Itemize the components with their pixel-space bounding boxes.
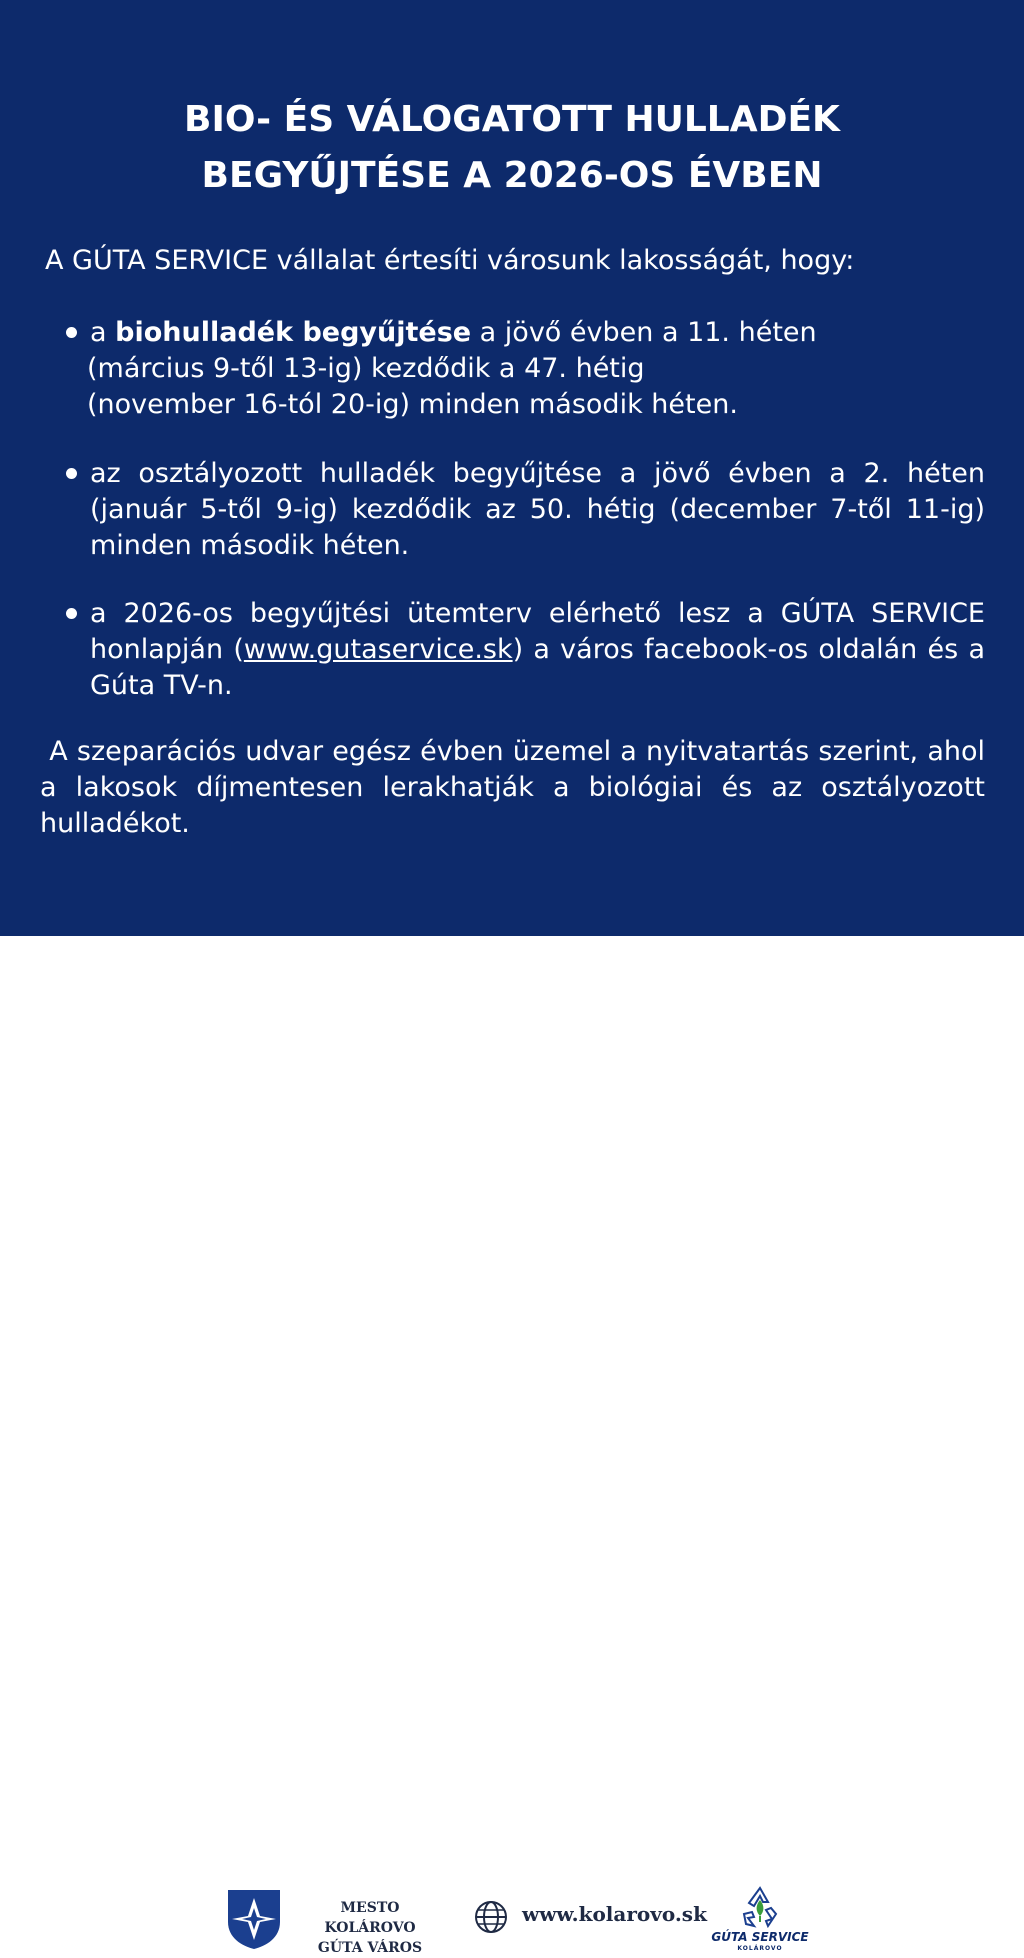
intro-text: A GÚTA SERVICE vállalat értesíti városunk lakosságát, hogy: <box>45 245 855 276</box>
recycle-icon <box>738 1884 782 1928</box>
gutaservice-link[interactable]: www.gutaservice.sk <box>243 634 513 665</box>
city-name <box>296 1898 444 1958</box>
city-name-line-1: MESTO KOLÁROVO <box>324 1900 416 1936</box>
globe-icon <box>474 1900 508 1934</box>
title-line-2: BEGYŰJTÉSE A 2026-OS ÉVBEN <box>201 155 823 196</box>
company-sub: KOLÁROVO <box>737 1945 783 1952</box>
bullet-biowaste-rest: a jövő évben a 11. héten <box>471 317 817 348</box>
bullet-biowaste-bold: biohulladék begyűjtése <box>115 317 472 348</box>
bullet-dot-icon <box>66 608 77 619</box>
bullet-dot-icon <box>66 327 77 338</box>
bullet-dot-icon <box>66 468 77 479</box>
city-coat-of-arms-icon <box>226 1888 282 1950</box>
website-link[interactable]: www.kolarovo.sk <box>522 1902 707 1926</box>
bullet-biowaste <box>87 315 890 423</box>
bullet-sorted-waste: az osztályozott hulladék begyűjtése a jövő évben a 2. héten (január 5-től 9-ig) kezdődik az 50. hétig (december 7-től 11-ig) minden második héten. <box>90 458 985 561</box>
company-name: GÚTA SERVICE <box>711 1930 809 1944</box>
bullet-schedule-after: ) a város facebook-os oldalán és a Gúta TV-n. <box>90 634 985 701</box>
closing-body: A szeparációs udvar egész évben üzemel a nyitvatartás szerint, ahol a lakosok díjmentesen lerakhatják a biológiai és az osztályozott hulladékot. <box>40 736 985 839</box>
footer <box>0 936 1024 1956</box>
bullet-schedule-before: a 2026-os begyűjtési ütemterv elérhető lesz a GÚTA SERVICE honlapján ( <box>90 598 985 665</box>
page-title <box>0 92 1024 204</box>
bullet-schedule <box>90 596 985 704</box>
bullet-biowaste-line-1 <box>90 315 890 351</box>
bullet-biowaste-line-2: (március 9-től 13-ig) kezdődik a 47. hétig <box>87 353 645 384</box>
announcement-panel <box>0 0 1024 936</box>
city-name-line-2: GÚTA VÁROS <box>317 1940 423 1956</box>
bullet-biowaste-line-3: (november 16-tól 20-ig) minden második héten. <box>87 389 738 420</box>
bullet-biowaste-prefix: a <box>90 317 116 348</box>
title-line-1: BIO- ÉS VÁLOGATOTT HULLADÉK <box>184 99 840 140</box>
closing-text <box>40 734 985 842</box>
